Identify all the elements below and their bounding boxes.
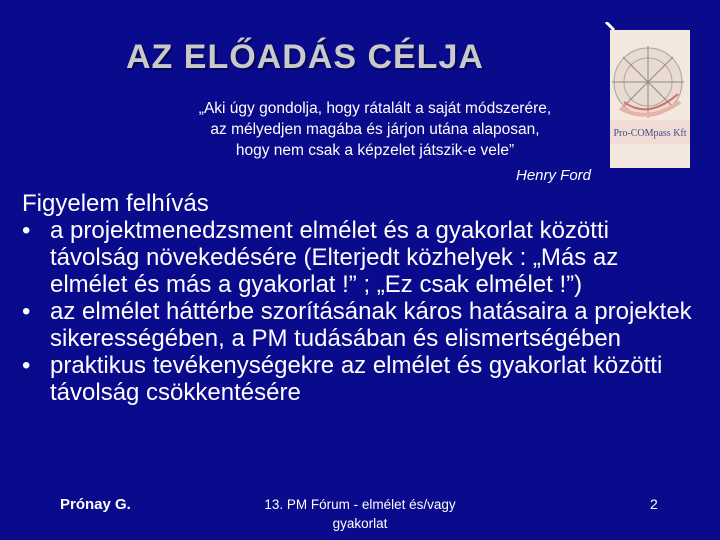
bullet-list xyxy=(22,217,702,406)
body-content xyxy=(22,190,702,406)
svg-text:Pro-COMpass Kft: Pro-COMpass Kft xyxy=(613,128,687,139)
bullet-icon: • xyxy=(22,352,31,379)
bullet-icon: • xyxy=(22,217,31,244)
quote-author: Henry Ford xyxy=(516,167,592,184)
page-number: 2 xyxy=(650,496,658,512)
quote xyxy=(140,98,610,161)
bullet-text: az elmélet háttérbe szorításának káros hatásaira a projektek sikerességében, a PM tudásában és elismertségében xyxy=(50,298,692,352)
bullet-text: a projektmenedzsment elmélet és a gyakorlat közötti távolság növekedésére (Elterjedt közhelyek : „Más az elmélet és más a gyakorlat !” ; „Ez csak elmélet !”) xyxy=(50,217,619,298)
footer-event: 13. PM Fórum - elmélet és/vagy gyakorlat xyxy=(264,497,456,531)
footer-author: Prónay G. xyxy=(60,496,131,513)
list-item xyxy=(22,298,702,352)
list-item xyxy=(22,217,702,298)
slide-title: AZ ELŐADÁS CÉLJA xyxy=(126,38,484,76)
section-heading: Figyelem felhívás xyxy=(22,190,209,217)
bullet-text: praktikus tevékenységekre az elmélet és gyakorlat közötti távolság csökkentésére xyxy=(50,352,663,406)
quote-line: az mélyedjen magába és járjon utána alaposan, xyxy=(210,121,540,138)
list-item xyxy=(22,352,702,406)
quote-line: „Aki úgy gondolja, hogy rátalált a saját módszerére, xyxy=(198,100,552,117)
bullet-icon: • xyxy=(22,298,31,325)
quote-line: hogy nem csak a képzelet játszik-e vele” xyxy=(235,142,515,159)
procompass-logo xyxy=(604,22,690,170)
